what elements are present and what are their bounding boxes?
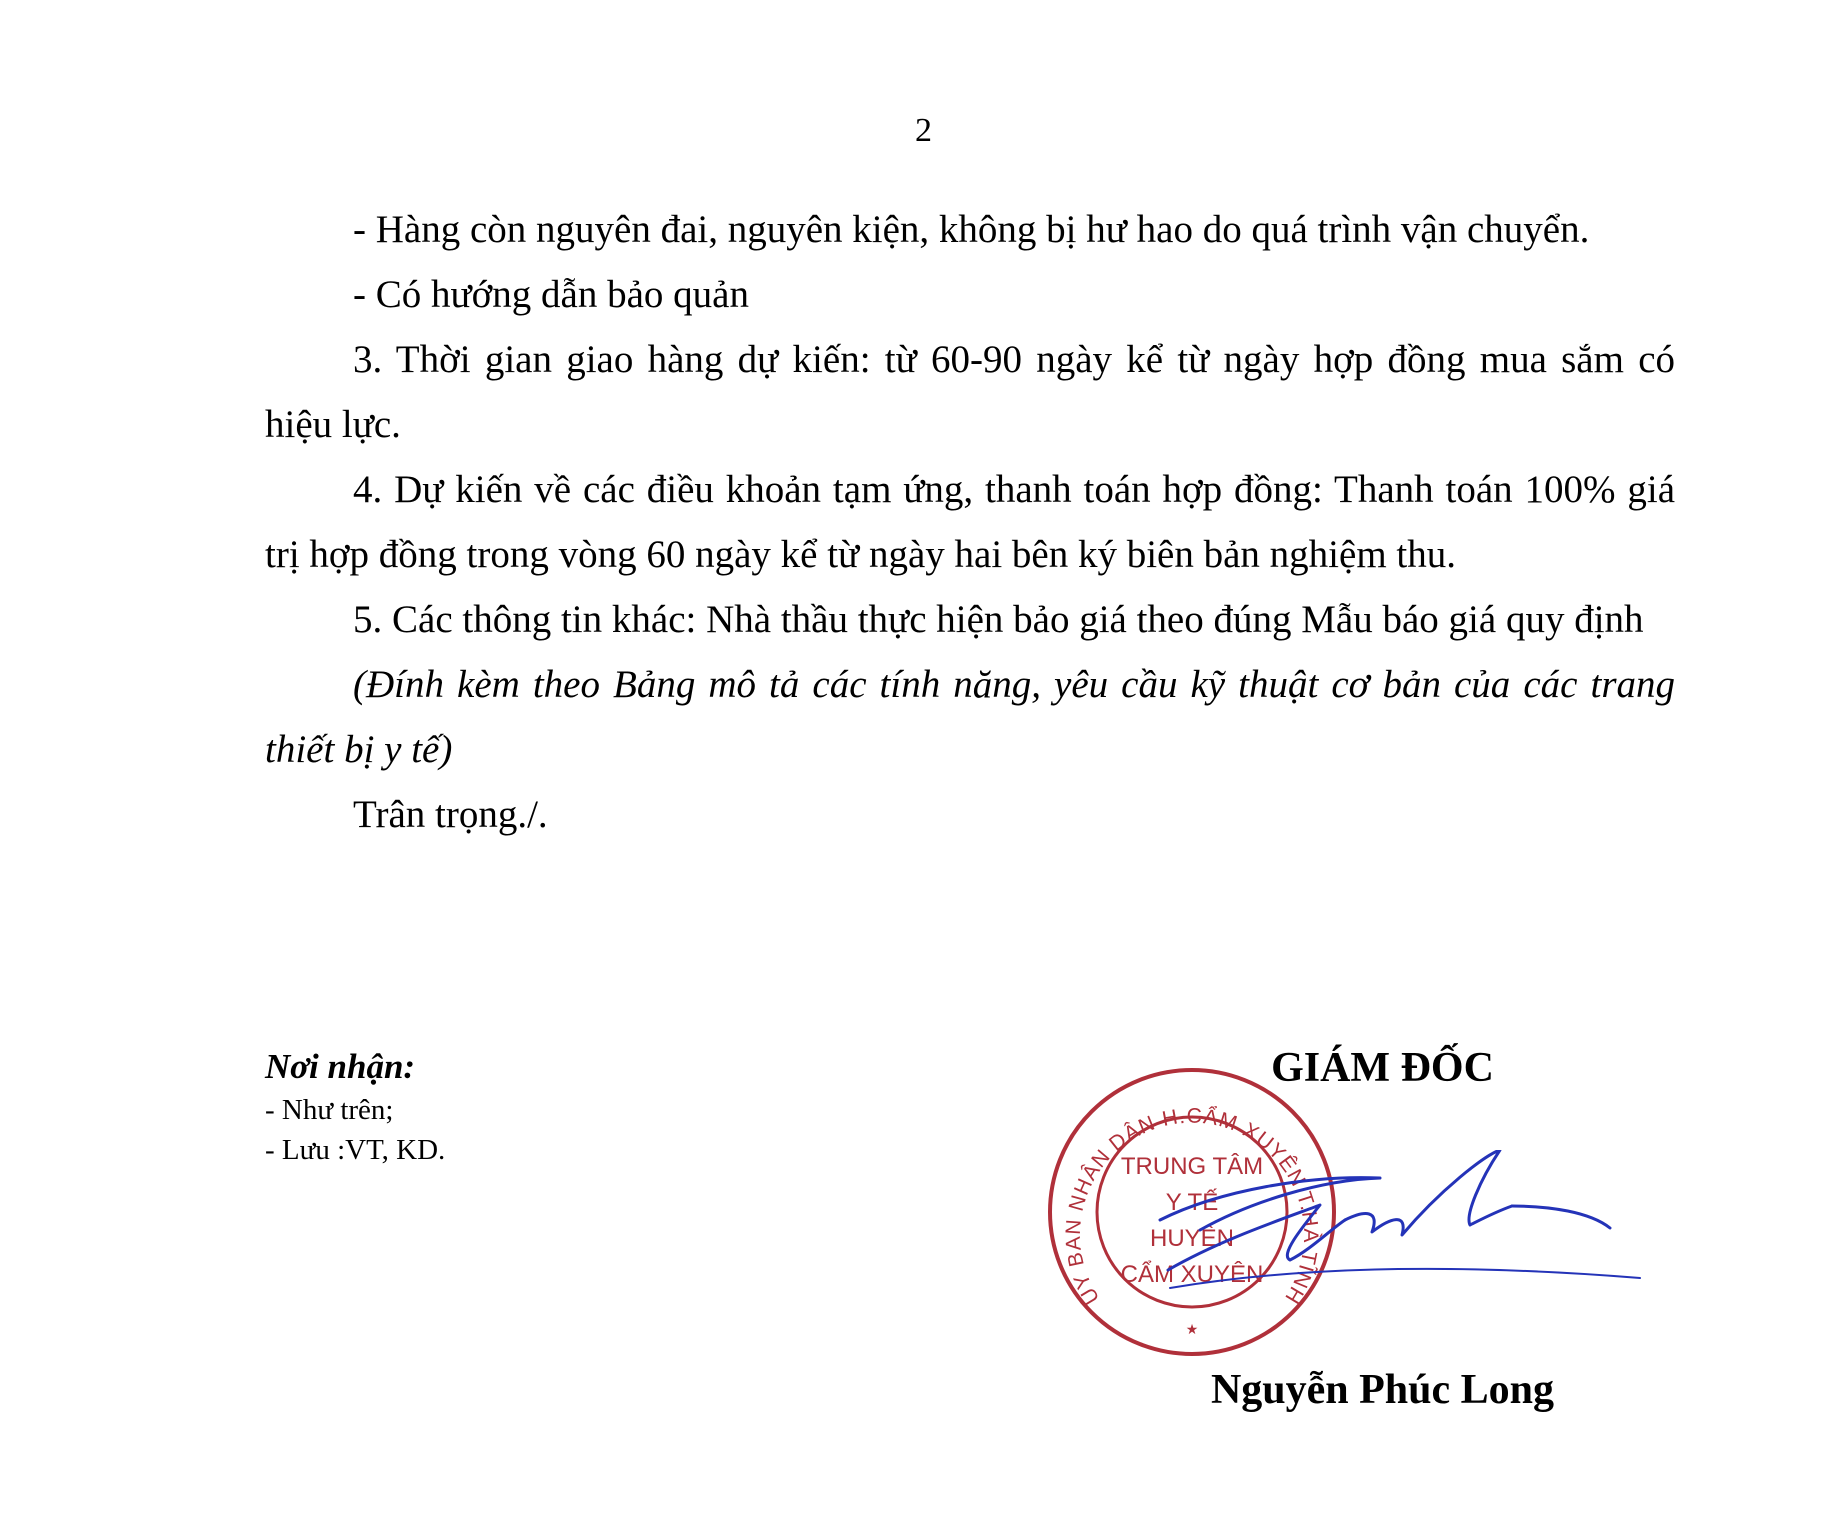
seal-inner-line: Y TẾ bbox=[1165, 1189, 1219, 1216]
body-text bbox=[265, 197, 1675, 847]
recipient-item: - Lưu :VT, KD. bbox=[265, 1134, 446, 1166]
paragraph-closing: Trân trọng./. bbox=[353, 793, 548, 836]
signer-title: GIÁM ĐỐC bbox=[1271, 1045, 1494, 1091]
seal-inner-line: TRUNG TÂM bbox=[1120, 1153, 1264, 1180]
recipients-title: Nơi nhận: bbox=[265, 1047, 416, 1086]
paragraph-attachment-note: (Đính kèm theo Bảng mô tả các tính năng, yêu cầu kỹ thuật cơ bản của các trang thiết bị y tế) bbox=[265, 663, 1675, 771]
paragraph-storage-guide: - Có hướng dẫn bảo quản bbox=[353, 273, 749, 316]
seal-outer-text: ỦY BAN NHÂN DÂN H.CẨM XUYÊN T.HÀ TĨNH bbox=[1061, 1104, 1323, 1309]
page-number: 2 bbox=[915, 112, 932, 149]
signer-name: Nguyễn Phúc Long bbox=[1210, 1367, 1555, 1413]
recipients-block bbox=[265, 1044, 445, 1170]
paragraph-packaging: - Hàng còn nguyên đai, nguyên kiện, không bị hư hao do quá trình vận chuyển. bbox=[353, 208, 1590, 251]
seal-inner-line: HUYỆN bbox=[1149, 1225, 1235, 1252]
recipient-item: - Như trên; bbox=[265, 1094, 394, 1126]
seal-inner-line: CẨM XUYÊN bbox=[1120, 1261, 1264, 1288]
paragraph-payment-terms: 4. Dự kiến về các điều khoản tạm ứng, thanh toán hợp đồng: Thanh toán 100% giá trị hợp đồng trong vòng 60 ngày kể từ ngày hai bên ký biên bản nghiệm thu. bbox=[265, 468, 1675, 576]
seal-star-icon: ★ bbox=[1185, 1322, 1199, 1338]
handwritten-signature bbox=[1140, 1150, 1660, 1310]
paragraph-other-info: 5. Các thông tin khác: Nhà thầu thực hiện bảo giá theo đúng Mẫu báo giá quy định bbox=[353, 598, 1644, 641]
paragraph-delivery-time: 3. Thời gian giao hàng dự kiến: từ 60-90 ngày kể từ ngày hợp đồng mua sắm có hiệu lực. bbox=[265, 338, 1675, 446]
